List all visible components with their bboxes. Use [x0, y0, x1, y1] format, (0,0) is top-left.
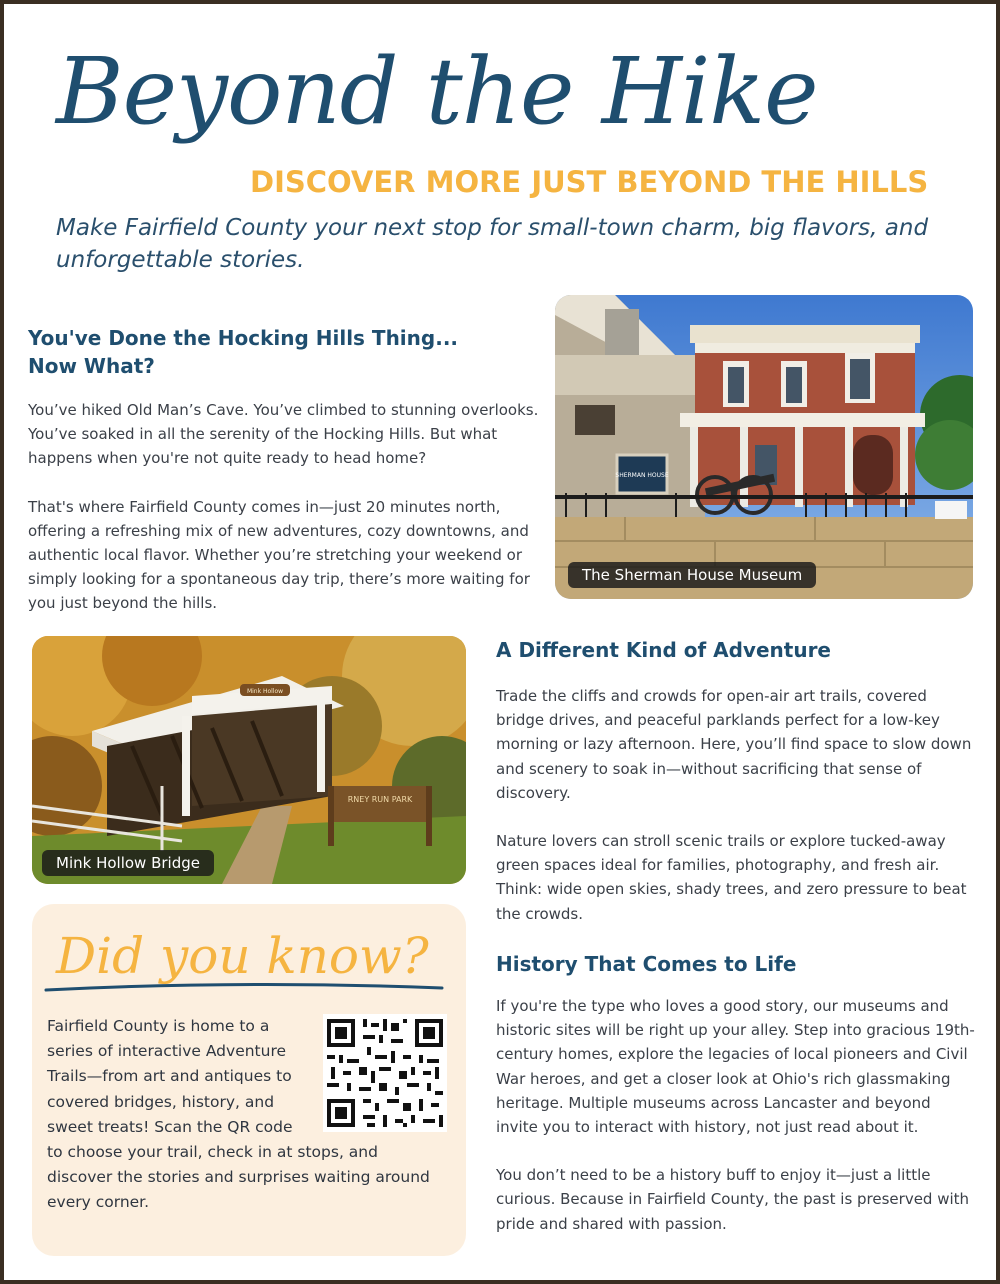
- hocking-heading-line1: You've Done the Hocking Hills Thing...: [28, 326, 459, 350]
- hocking-body: [28, 398, 546, 616]
- did-you-know-title: Did you know?: [56, 927, 429, 985]
- qr-code-graphic: [323, 1014, 447, 1132]
- title-underline: [44, 980, 444, 996]
- hocking-heading: [28, 324, 528, 380]
- bridge-plaque-text: Mink Hollow: [246, 688, 284, 695]
- park-sign-text: RNEY RUN PARK: [347, 795, 413, 804]
- adventure-para-1: Trade the cliffs and crowds for open-air art trails, covered bridge drives, and peaceful parklands perfect for a low-key morning or lazy afternoon. Here, you’ll find space to slow down and scenery to soak in—without sacrificing that sense of discovery.: [496, 687, 972, 802]
- page-subtitle: DISCOVER MORE JUST BEYOND THE HILLS: [250, 165, 929, 199]
- sherman-sign-text: SHERMAN HOUSE: [615, 472, 669, 479]
- history-para-2: You don’t need to be a history buff to enjoy it—just a little curious. Because in Fairfield County, the past is preserved with pride and shared with passion.: [496, 1166, 970, 1233]
- mink-hollow-caption: Mink Hollow Bridge: [42, 850, 214, 876]
- did-you-know-text-block: [47, 1014, 447, 1216]
- hocking-para-2: That's where Fairfield County comes in—just 20 minutes north, offering a refreshing mix of new adventures, cozy downtowns, and authentic local flavor. Whether you’re stretching your weekend or simply looking for a spontaneous day trip, there’s more waiting for you just beyond the hills.: [28, 497, 530, 613]
- adventure-para-2: Nature lovers can stroll scenic trails or explore tucked-away green spaces ideal for families, photography, and fresh air. Think: wide open skies, shady trees, and zero pressure to beat the crowds.: [496, 832, 967, 923]
- intro-text: Make Fairfield County your next stop for small-town charm, big flavors, and unforgettable stories.: [56, 215, 929, 273]
- sherman-caption: The Sherman House Museum: [568, 562, 816, 588]
- mink-hollow-photo: [32, 636, 466, 884]
- hocking-para-1: You’ve hiked Old Man’s Cave. You’ve climbed to stunning overlooks. You’ve soaked in all the serenity of the Hocking Hills. But what happens when you're not quite ready to head home?: [28, 401, 539, 468]
- page-title: Beyond the Hike: [56, 38, 818, 145]
- hocking-heading-line2: Now What?: [28, 354, 155, 378]
- sherman-house-photo: [555, 295, 973, 599]
- history-body: [496, 994, 976, 1236]
- history-para-1: If you're the type who loves a good story, our museums and historic sites will be right up your alley. Step into gracious 19th-century homes, explore the legacies of local pioneers and Civil War heroes, and get a closer look at Ohio's rich glassmaking heritage. Multiple museums across Lancaster and beyond invite you to interact with history, not just read about it.: [496, 997, 975, 1137]
- did-you-know-callout: [32, 904, 466, 1256]
- adventure-body: [496, 684, 976, 926]
- qr-code[interactable]: [323, 1014, 447, 1132]
- did-you-know-text: Fairfield County is home to a series of interactive Adventure Trails—from art and antiques to covered bridges, history, and sweet treats! Scan the QR code to choose your trail, check in at stops, and discover the stories and surprises waiting around every corner.: [47, 1017, 430, 1212]
- history-heading: History That Comes to Life: [496, 952, 797, 976]
- adventure-heading: A Different Kind of Adventure: [496, 638, 831, 662]
